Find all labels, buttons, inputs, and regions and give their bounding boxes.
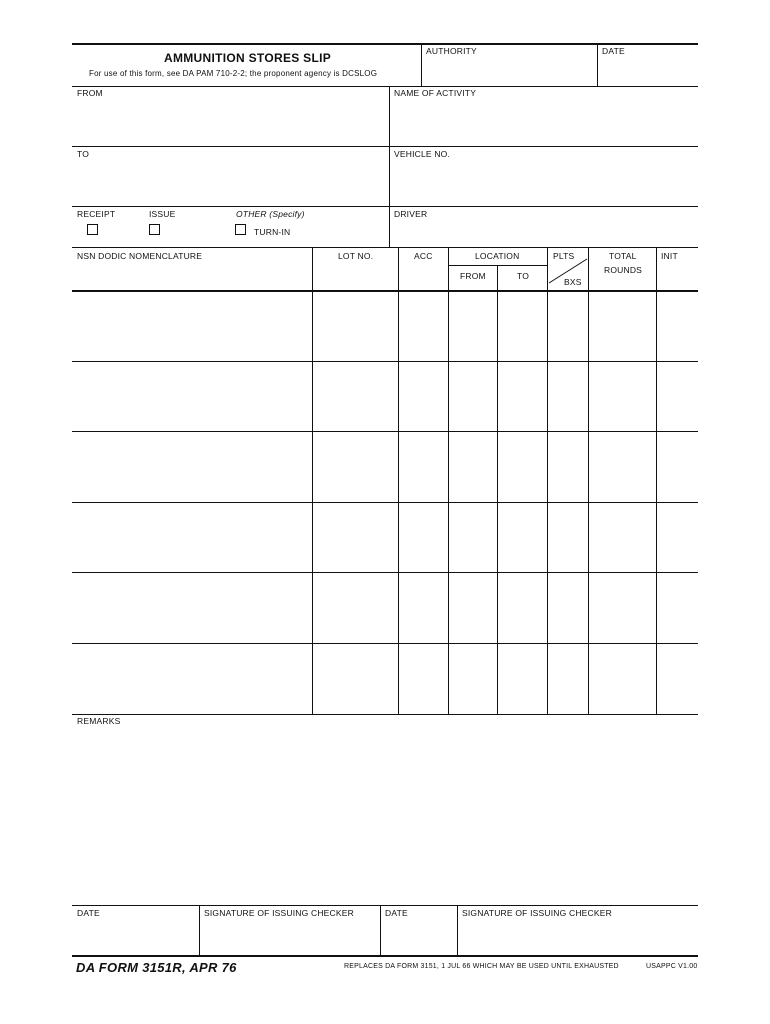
issue-checkbox[interactable] [149,224,160,235]
bottom-border [72,955,698,957]
remarks-field[interactable] [73,727,697,904]
top-border [72,43,698,45]
issue-label: ISSUE [149,209,176,219]
plts-header: PLTS [553,251,575,261]
lot-no-header: LOT NO. [338,251,374,261]
location-to-header: TO [517,271,530,281]
sig-date-label-2: DATE [385,908,408,918]
receipt-checkbox[interactable] [87,224,98,235]
divider [448,265,547,266]
location-header: LOCATION [475,251,520,261]
date-label: DATE [602,46,625,56]
table-row[interactable] [72,292,698,361]
name-of-activity-label: NAME OF ACTIVITY [394,88,477,98]
table-row[interactable] [72,362,698,431]
vehicle-no-field[interactable] [390,158,697,206]
sig-date-field-1[interactable] [73,918,198,954]
location-from-header: FROM [460,271,486,281]
driver-label: DRIVER [394,209,428,219]
from-field[interactable] [73,98,388,146]
authority-field[interactable] [422,56,596,86]
vehicle-no-label: VEHICLE NO. [394,149,451,159]
signature-label-1: SIGNATURE OF ISSUING CHECKER [204,908,354,918]
divider [72,206,698,207]
divider [72,247,698,248]
signature-label-2: SIGNATURE OF ISSUING CHECKER [462,908,612,918]
nsn-header: NSN DODIC NOMENCLATURE [77,251,203,261]
turn-in-checkbox[interactable] [235,224,246,235]
turn-in-label: TURN-IN [254,227,291,237]
sig-date-field-2[interactable] [381,918,456,954]
sig-date-label-1: DATE [77,908,100,918]
acc-header: ACC [414,251,433,261]
replaces-note: REPLACES DA FORM 3151, 1 JUL 66 WHICH MAY BE USED UNTIL EXHAUSTED [344,963,619,970]
rounds-header: ROUNDS [604,265,643,275]
authority-label: AUTHORITY [426,46,477,56]
divider [72,146,698,147]
table-row[interactable] [72,573,698,643]
to-label: TO [77,149,90,159]
date-field[interactable] [598,56,697,86]
total-header: TOTAL [609,251,637,261]
table-row[interactable] [72,432,698,502]
divider [72,86,698,87]
name-of-activity-field[interactable] [390,98,697,146]
row-divider [72,714,698,715]
table-row[interactable] [72,503,698,572]
bxs-header: BXS [564,277,582,287]
form-title: AMMUNITION STORES SLIP [164,51,332,65]
signature-field-1[interactable] [200,918,379,954]
version-label: USAPPC V1.00 [646,963,698,970]
signature-field-2[interactable] [458,918,697,954]
divider [72,905,698,906]
form-subtitle: For use of this form, see DA PAM 710-2-2; the proponent agency is DCSLOG [89,69,378,78]
receipt-label: RECEIPT [77,209,116,219]
table-row[interactable] [72,644,698,714]
remarks-label: REMARKS [77,716,121,726]
init-header: INIT [661,251,678,261]
form-id: DA FORM 3151R, APR 76 [76,960,237,975]
driver-field[interactable] [390,219,697,247]
from-label: FROM [77,88,103,98]
to-field[interactable] [73,158,388,206]
other-specify-label: OTHER (Specify) [236,209,305,219]
